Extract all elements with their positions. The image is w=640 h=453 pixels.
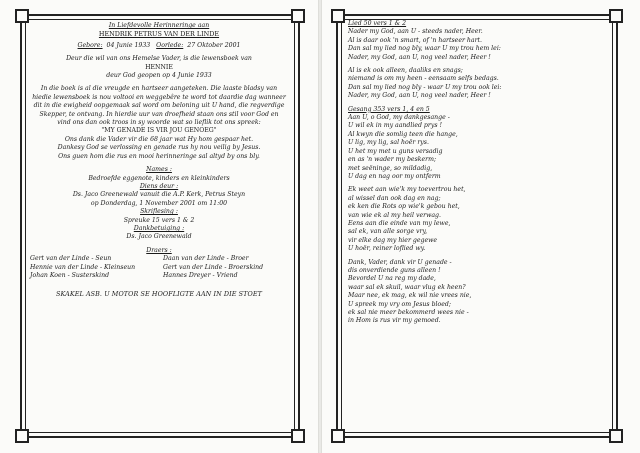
dates-line <box>30 42 288 50</box>
closing-line: Ons dank die Vader vir die 68 jaar wat Hy hom gespaar het. <box>64 135 254 143</box>
bearer-item: Gert van der Linde - Seun <box>30 255 112 263</box>
verse-line: niemand is om my heen - eensaam selfs bedags. <box>348 75 499 83</box>
verse-line: Eens aan die einde van my lewe, <box>348 219 451 227</box>
verse-line: Nader, my God, aan U, nog veel nader, Heer ! <box>348 53 491 61</box>
bearer-item: Hennie van der Linde - Kleinseun <box>30 263 136 271</box>
bearers-heading: Draers : <box>146 246 172 254</box>
verse-line: Ek weet aan wie'k my toevertrou het, <box>348 186 466 194</box>
corner-ornament <box>609 9 623 23</box>
born-label: Gebore: <box>77 41 103 49</box>
verse-line: en as 'n wader my beskerm; <box>348 156 437 164</box>
closing-line: Ons guen hom die rus en mooi herinneringe sal altyd by ons bly. <box>58 152 260 160</box>
intro-name: HENNIE <box>145 63 173 71</box>
corner-ornament <box>609 429 623 443</box>
verse-line: Dan sal my lied nog bly, waar U my trou hem lei: <box>348 45 501 53</box>
hymn1-heading: Lied 50 vers 1 & 2 <box>348 20 407 27</box>
verse-line: waar sal ek skuil, waar vlug ek heen? <box>348 283 466 291</box>
bearer-item: Daan van der Linde - Broer <box>163 255 249 263</box>
body-line: dit in die ewigheid oopgemaak sal word om beloning uit U hand, die regverdige <box>33 102 285 110</box>
hymn2-stanza <box>348 259 604 326</box>
verse-line: Al kwyn die somlig teen die hange, <box>348 130 458 138</box>
memorial-title: In Liefdevolle Herinneringe aan <box>108 22 210 29</box>
deceased-name: HENDRIK PETRUS VAN DER LINDE <box>98 30 220 39</box>
corner-ornament <box>15 429 29 443</box>
intro-line: deur God geopen op 4 Junie 1933 <box>106 72 212 80</box>
hymn2-stanza <box>348 114 604 181</box>
bearers-list <box>30 255 288 280</box>
verse-line: U het my met u guns versadig <box>348 147 443 155</box>
thanks-line: Ds. Jaco Greenewald <box>126 233 192 241</box>
verse-line: U wil ek in my aandlied prys ! <box>348 122 442 130</box>
verse-line: met seëninge, so mildadig, <box>348 164 433 172</box>
verse-line: U lig, my lig, sal hoër rys. <box>348 139 429 147</box>
verse-line: vir elke dag my hier gegewe <box>348 236 438 244</box>
died-label: Oorlede: <box>156 41 184 49</box>
left-page <box>0 0 318 453</box>
verse-line: Dank, Vader, dank vir U genade - <box>348 258 452 266</box>
scripture-quote: "MY GENADE IS VIR JOU GENOEG" <box>101 127 217 135</box>
verse-line: Bevordel U na reg my dade, <box>348 275 436 283</box>
scripture-line: Spreuke 15 vers 1 & 2 <box>123 216 195 224</box>
verse-line: Al is daar ook 'n smart, of 'n hartseer hart. <box>348 36 482 44</box>
corner-ornament <box>331 429 345 443</box>
footer-note: SKAKEL ASB. U MOTOR SE HOOFLIGTE AAN IN DIE STOET <box>56 290 262 299</box>
names-heading: Names : <box>146 166 172 174</box>
verse-line: Aan U, o God, my dankgesange - <box>348 114 450 122</box>
died-date: 27 Oktober 2001 <box>187 41 241 49</box>
thanks-heading: Dankbetuiging : <box>133 224 185 232</box>
names-line: Bedroefde eggenote, kinders en kleinkinders <box>88 174 230 182</box>
left-content <box>30 22 288 299</box>
verse-line: van wie ek al my heil verwag. <box>348 211 441 219</box>
verse-line: dis onverdiende guns alleen ! <box>348 266 441 274</box>
verse-line: Nader, my God, aan U, nog veel nader, Heer ! <box>348 92 491 100</box>
corner-ornament <box>331 9 345 23</box>
bearer-item: Hannes Dreyer - Vriend <box>163 271 238 279</box>
verse-line: U spreek my vry om Jesus bloed; <box>348 300 451 308</box>
verse-line: Al is ek ook alleen, daaliks en snags; <box>348 67 463 75</box>
body-line: vind ons dan ook troos in sy woorde wat so lieflik tot ons spreek: <box>57 119 261 127</box>
right-content <box>348 20 604 326</box>
hymn2-heading: Gesang 353 vers 1, 4 en 5 <box>348 105 430 113</box>
verse-line: Nader my God, aan U - steeds nader, Heer. <box>348 28 483 36</box>
verse-line: U hoër, reiner loflied wy. <box>348 245 426 253</box>
verse-line: ek ken die Rots op wie'k gebou het, <box>348 203 460 211</box>
verse-line: U dag en nag oor my ontferm <box>348 172 441 180</box>
bearer-item: Johan Koen - Susterskind <box>30 271 110 279</box>
hymn1-stanza <box>348 67 604 101</box>
corner-ornament <box>291 9 305 23</box>
closing-line: Dankesy God se verlossing en genade rus hy nou veilig by Jesus. <box>57 144 261 152</box>
corner-ornament <box>15 9 29 23</box>
verse-line: ek sal nie meer bekommerd wees nie - <box>348 309 469 316</box>
hymn2-stanza <box>348 186 604 253</box>
scripture-heading: Skriflesing : <box>140 208 178 216</box>
service-line: Ds. Jaco Greenewald vanuit die A.P. Kerk, Petrus Steyn <box>72 191 246 199</box>
body-line: In die boek is al die vreugde en hartseer aangeteken. Die laaste bladsy van <box>40 85 278 93</box>
body-line: Skepper, te ontvang. In hierdie uur van droefheid staan ons stil voor God en <box>39 110 279 118</box>
body-line: hiedie lewensboek is nou voltooi en weggebêre te word tot daardie dag wanneer <box>32 93 286 101</box>
service-line: op Donderdag, 1 November 2001 om 11:00 <box>90 199 228 207</box>
verse-line: in Hom is rus vir my gemoed. <box>348 317 441 325</box>
service-heading: Diens deur : <box>139 182 179 190</box>
born-date: 04 Junie 1933 <box>106 41 151 49</box>
right-page <box>322 0 640 453</box>
verse-line: sal ek, van alle sorge vry, <box>348 228 428 236</box>
verse-line: Maar nee, ek mag, ek wil nie vrees nie, <box>348 292 472 300</box>
verse-line: al wissel dan ook dag en nag; <box>348 194 441 202</box>
intro-line: Deur die wil van ons Hemelse Vader, is die lewensboek van <box>66 55 252 63</box>
verse-line: Dan sal my lied nog bly - waar U my trou ook lei: <box>348 83 502 91</box>
hymn1-stanza <box>348 28 604 62</box>
bearer-item: Gert van der Linde - Broerskind <box>163 263 264 271</box>
corner-ornament <box>291 429 305 443</box>
